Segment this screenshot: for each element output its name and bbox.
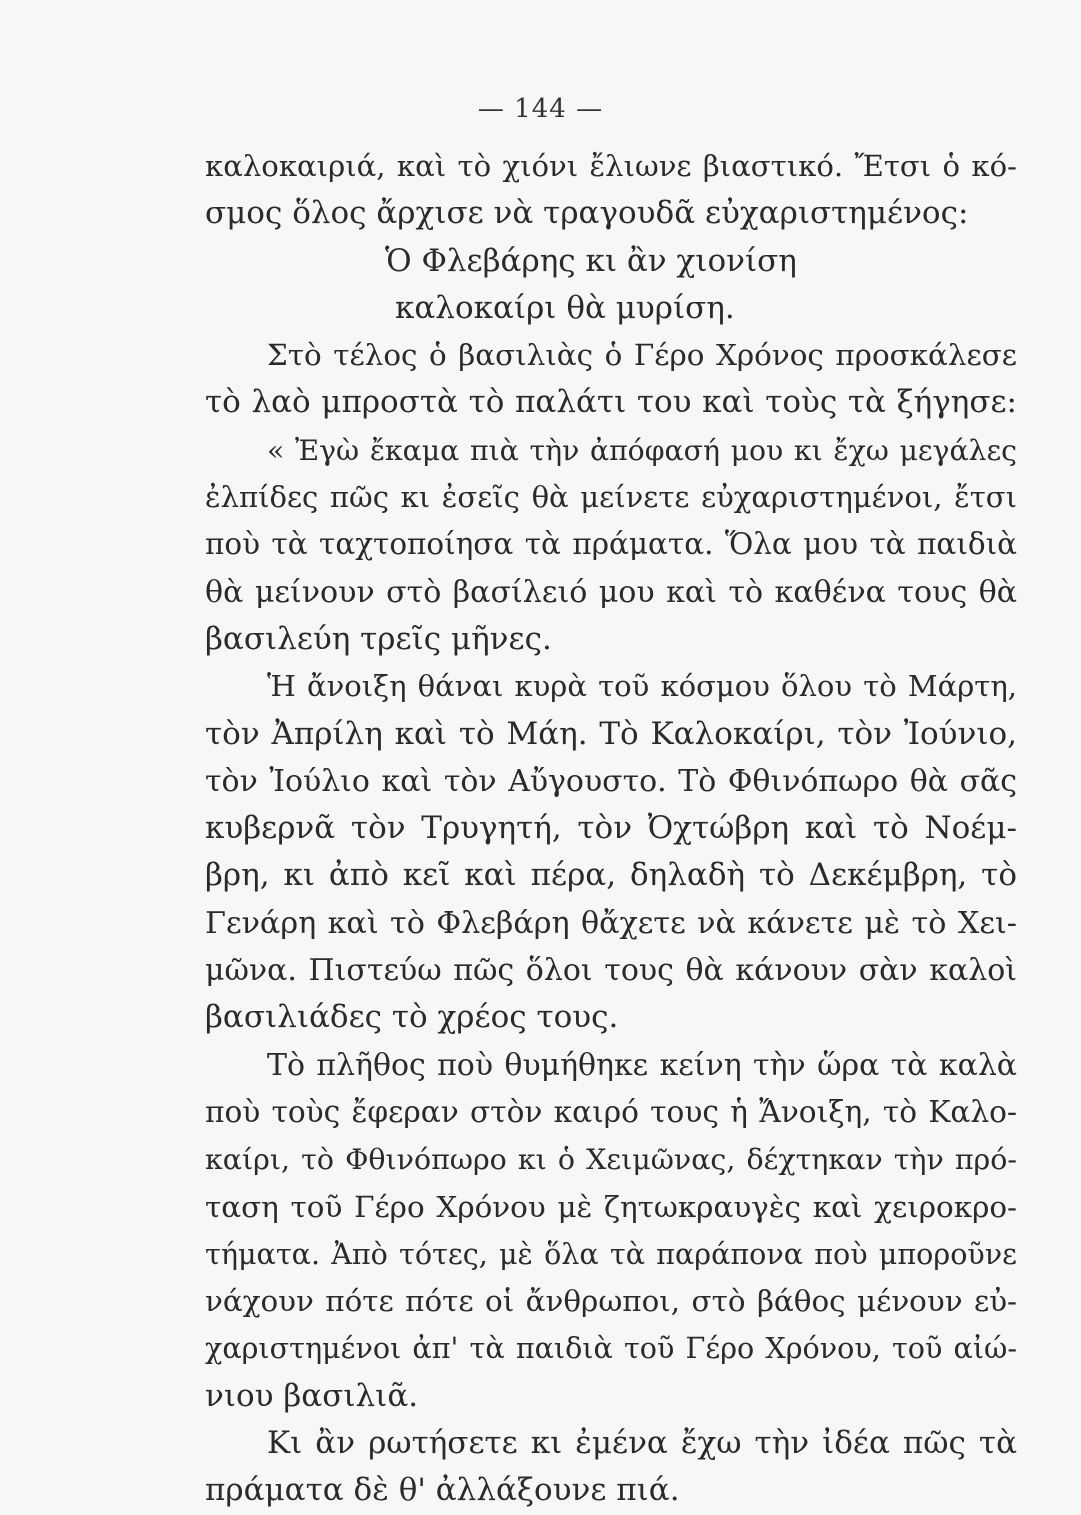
text-line: νάχουν πότε πότε οἱ ἄνθρωποι, στὸ βάθος μένουν εὐ- (205, 1284, 1017, 1319)
verse-line: καλοκαίρι θὰ μυρίση. (395, 289, 735, 326)
text-line: πράματα δὲ θ' ἀλλάξουνε πιά. (205, 1472, 680, 1509)
body-text (205, 143, 1017, 1515)
text-line: ποὺ τοὺς ἔφεραν στὸν καιρό τους ἡ Ἄνοιξη, τὸ Καλο- (205, 1094, 1017, 1129)
text-line: τήματα. Ἀπὸ τότες, μὲ ὅλα τὰ παράπονα ποὺ μποροῦνε (205, 1236, 1017, 1271)
text-line: βρη, κι ἀπὸ κεῖ καὶ πέρα, δηλαδὴ τὸ Δεκέμβρη, τὸ (205, 857, 1017, 894)
text-line: καίρι, τὸ Φθινόπωρο κι ὁ Χειμῶνας, δέχτηκαν τὴν πρό- (205, 1143, 1017, 1177)
text-line: κυβερνᾶ τὸν Τρυγητή, τὸν Ὀχτώβρη καὶ τὸ Νοέμ- (205, 810, 1017, 847)
text-line: τὸ λαὸ μπροστὰ τὸ παλάτι του καὶ τοὺς τὰ ξήγησε: (205, 384, 1017, 421)
page-number: — 144 — (477, 94, 604, 124)
text-line: νιου βασιλιᾶ. (205, 1377, 419, 1414)
text-line: ἐλπίδες πῶς κι ἐσεῖς θὰ μείνετε εὐχαριστημένοι, ἔτσι (205, 480, 1017, 515)
text-line: Κι ἂν ρωτήσετε κι ἐμένα ἔχω τὴν ἰδέα πῶς τὰ (267, 1425, 1017, 1462)
text-line: τὸν Ἀπρίλη καὶ τὸ Μάη. Τὸ Καλοκαίρι, τὸν Ἰούνιο, (205, 715, 1017, 752)
text-line: Ἡ ἄνοιξη θάναι κυρὰ τοῦ κόσμου ὅλου τὸ Μάρτη, (267, 669, 1017, 704)
text-line: Στὸ τέλος ὁ βασιλιὰς ὁ Γέρο Χρόνος προσκάλεσε (267, 338, 1017, 373)
verse-line: Ὁ Φλεβάρης κι ἂν χιονίση (385, 242, 797, 279)
text-line: βασιλιάδες τὸ χρέος τους. (205, 999, 619, 1036)
text-line: « Ἐγὼ ἔκαμα πιὰ τὴν ἀπόφασή μου κι ἔχω μεγάλες (267, 433, 1017, 467)
text-line: βασιλεύη τρεῖς μῆνες. (205, 620, 552, 657)
text-line: Γενάρη καὶ τὸ Φλεβάρη θἄχετε νὰ κάνετε μὲ τὸ Χει- (205, 905, 1017, 941)
text-line: τὸν Ἰούλιο καὶ τὸν Αὔγουστο. Τὸ Φθινόπωρο θὰ σᾶς (205, 763, 1017, 799)
text-line: σμος ὅλος ἄρχισε νὰ τραγουδᾶ εὐχαριστημένος: (205, 195, 969, 232)
text-line: Τὸ πλῆθος ποὺ θυμήθηκε κείνη τὴν ὥρα τὰ καλὰ (267, 1047, 1017, 1083)
text-line: χαριστημένοι ἀπ' τὰ παιδιὰ τοῦ Γέρο Χρόνου, τοῦ αἰώ- (205, 1331, 1017, 1366)
text-line: ταση τοῦ Γέρο Χρόνου μὲ ζητωκραυγὲς καὶ χειροκρο- (205, 1189, 1017, 1224)
text-line: μῶνα. Πιστεύω πῶς ὅλοι τους θὰ κάνουν σὰν καλοὶ (205, 953, 1017, 989)
text-line: ποὺ τὰ ταχτοποίησα τὰ πράματα. Ὅλα μου τὰ παιδιὰ (205, 527, 1017, 562)
text-line: θὰ μείνουν στὸ βασίλειό μου καὶ τὸ καθένα τους θὰ (205, 574, 1017, 610)
text-line: καλοκαιριά, καὶ τὸ χιόνι ἔλιωνε βιαστικό. Ἔτσι ὁ κό- (205, 149, 1017, 183)
